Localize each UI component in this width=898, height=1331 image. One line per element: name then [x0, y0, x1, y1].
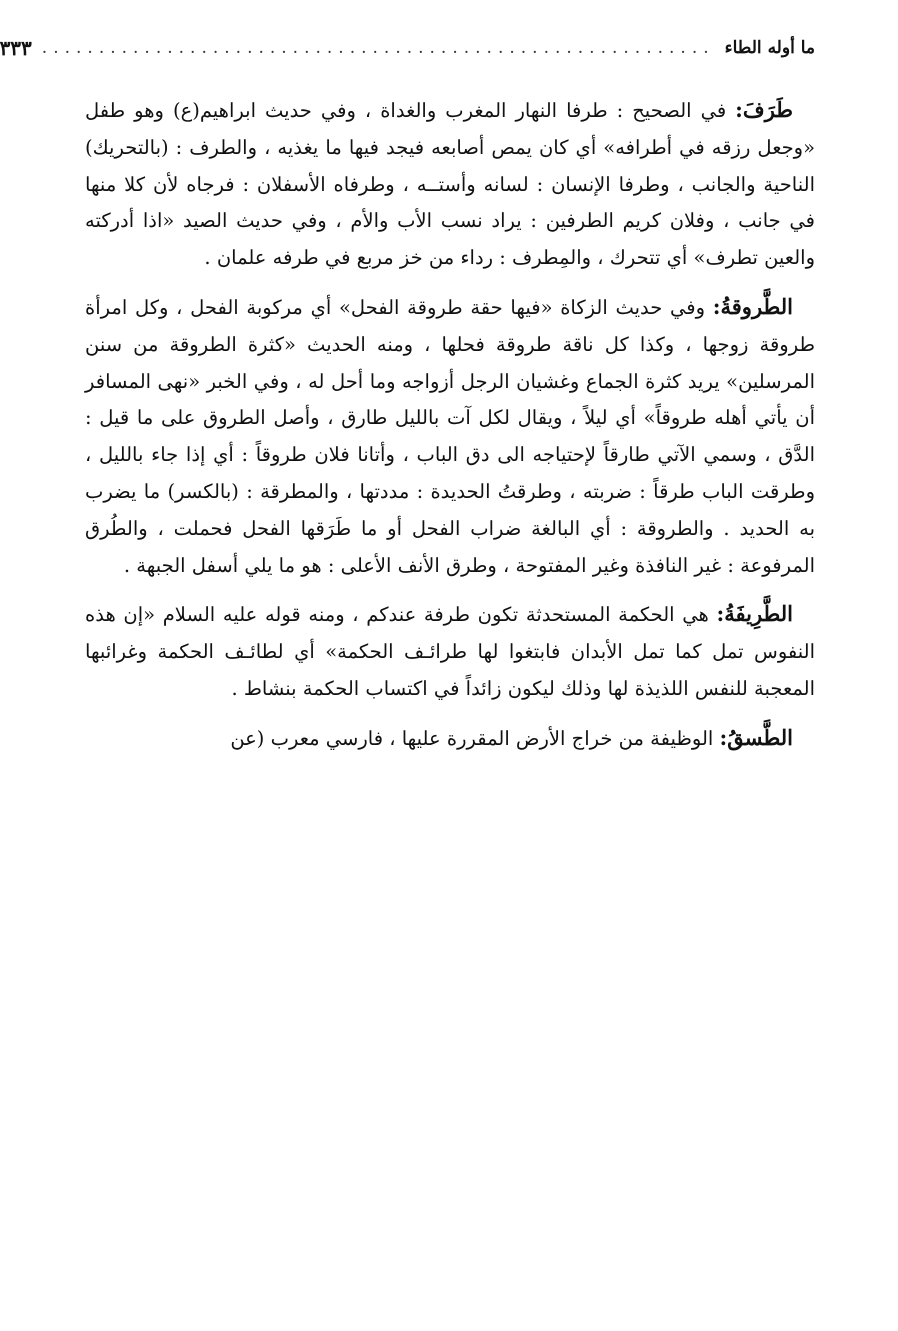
- page-number: ٣٣٣: [0, 36, 32, 60]
- dictionary-page: [0, 28, 815, 770]
- entry-taraf: [85, 92, 815, 277]
- entry-tarifa: [85, 596, 815, 707]
- running-header: [0, 28, 815, 68]
- headword: الطَّرِيفَةُ:: [716, 601, 794, 627]
- entry-text: الوظيفة من خراج الأرض المقررة عليها ، فارسي معرب (عن: [230, 726, 720, 750]
- headword: الطَّروقةُ:: [712, 293, 793, 319]
- headword: طَرَفَ:: [735, 97, 793, 122]
- entry-text: هي الحكمة المستحدثة تكون طرفة عندكم ، ومنه قوله عليه السلام «إن هذه النفوس تمل كما تمل الأبدان فابتغوا لها طرائـف الحكمة» أي لطائـف الحكمة وغرائبها المعجبة للنفس اللذيذة لها وذلك ليكون زائداً في اكتساب الحكمة بنشاط .: [85, 603, 815, 700]
- entries-body: [85, 92, 815, 758]
- section-title: ما أوله الطاء: [724, 38, 815, 58]
- entry-text: في الصحيح : طرفا النهار المغرب والغداة ، وفي حديث ابراهيم(ع) وهو طفل «وجعل رزقه في أطرافه» أي كان يمص أصابعه فيجد فيها ما يغذيه ، والطرف : (بالتحريك) الناحية والجانب ، وطرفا الإنسان : لسانه وأستــه ، وطرفاه الأسفلان : فرجاه لأن كلا منها في جانب ، وفلان كريم الطرفين : يراد نسب الأب والأم ، وفي حديث الصيد «اذا أدركته والعين تطرف» أي تتحرك ، والمِطرف : رداء من خز مربع في طرفه علمان .: [85, 99, 815, 270]
- entry-taruqa: [85, 289, 815, 584]
- entry-text: وفي حديث الزكاة «فيها حقة طروقة الفحل» أي مركوبة الفحل ، وكل امرأة طروقة زوجها ، وكذا كل ناقة طروقة فحلها ، ومنه الحديث «كثرة الطروقة من سنن المرسلين» يريد كثرة الجماع وغشيان الرجل أزواجه وما أحل له ، وفي الخبر «نهى المسافر أن يأتي أهله طروقاً» أي ليلاً ، ويقال لكل آت بالليل طارق ، وأصل الطروق على ما قيل : الدَّق ، وسمي الآتي طارقاً لإحتياجه الى دق الباب ، وأتانا فلان طروقاً : أي إذا جاء بالليل ، وطرقت الباب طرقاً : ضربته ، وطرقتُ الحديدة : مددتها ، والمطرقة : (بالكسر) ما يضرب به الحديد . والطروقة : أي البالغة ضراب الفحل أو ما طَرَقها الفحل فحملت ، والطُرق المرفوعة : غير النافذة وغير المفتوحة ، وطرق الأنف الأعلى : هو ما يلي أسفل الجبهة .: [85, 295, 815, 577]
- dot-leader: ...........................................................: [41, 38, 715, 58]
- headword: الطَّسقُ:: [719, 724, 793, 750]
- entry-tasq: [85, 720, 815, 758]
